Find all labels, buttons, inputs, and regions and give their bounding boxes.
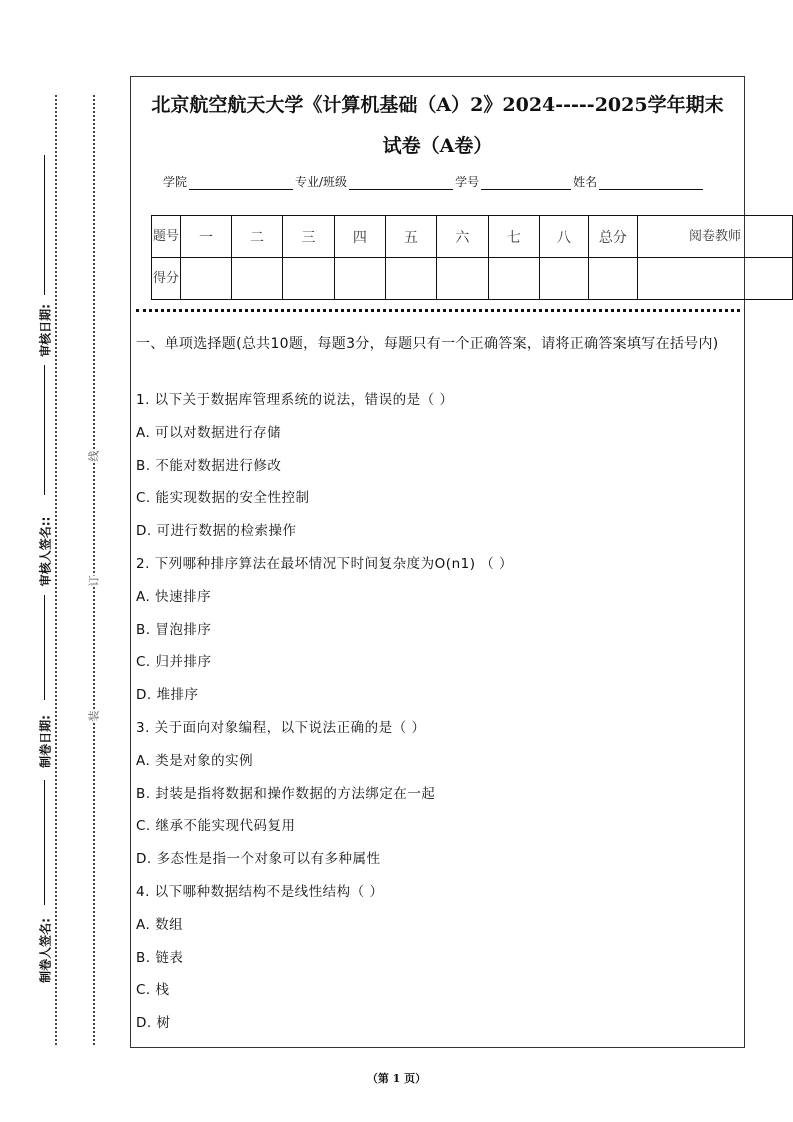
reviewer-signature-label: 审核人签名::: [38, 516, 53, 587]
table-header-cell: 五: [385, 216, 436, 258]
section-heading: 一、单项选择题(总共10题，每题3分，每题只有一个正确答案，请将正确答案填写在括号内): [136, 336, 719, 352]
table-header-cell: 四: [335, 216, 385, 258]
table-row: [152, 216, 793, 258]
score-cell[interactable]: [232, 258, 282, 300]
major-label: 专业/班级: [295, 175, 348, 189]
signature-underline: [44, 595, 45, 700]
score-cell[interactable]: [385, 258, 436, 300]
table-header-cell: 题号: [152, 216, 181, 258]
table-header-cell: 总分: [588, 216, 638, 258]
student-info: [163, 173, 705, 190]
answer-option: B. 封装是指将数据和操作数据的方法绑定在一起: [136, 785, 436, 802]
page-number: （第 1 页）: [366, 1072, 427, 1085]
student-id-label: 学号: [455, 175, 480, 189]
table-header-cell: 八: [540, 216, 589, 258]
name-field[interactable]: [599, 177, 703, 190]
score-cell[interactable]: [437, 258, 488, 300]
answer-option: A. 数组: [136, 916, 184, 933]
question-text: 3. 关于面向对象编程，以下说法正确的是（ ）: [136, 720, 426, 736]
question-text: 4. 以下哪种数据结构不是线性结构（ ）: [136, 884, 384, 900]
table-header-cell: 三: [282, 216, 334, 258]
table-row: [152, 258, 793, 300]
signature-underline: [44, 155, 45, 295]
table-header-cell: 二: [232, 216, 282, 258]
answer-option: C. 栈: [136, 982, 170, 999]
college-label: 学院: [163, 175, 188, 189]
score-cell[interactable]: [282, 258, 334, 300]
score-cell[interactable]: [638, 258, 793, 300]
binding-mark-bind: 订: [87, 575, 101, 587]
binding-dotted-line: [93, 95, 95, 1045]
separator-dots: [136, 309, 740, 312]
answer-option: B. 链表: [136, 949, 184, 966]
question-text: 1. 以下关于数据库管理系统的说法，错误的是（ ）: [136, 392, 454, 408]
answer-option: C. 归并排序: [136, 654, 212, 671]
exam-subtitle: 试卷（A卷）: [382, 135, 493, 157]
answer-option: C. 继承不能实现代码复用: [136, 818, 296, 835]
exam-title: 北京航空航天大学《计算机基础（A）2》2024-----2025学年期末: [151, 94, 724, 116]
score-cell[interactable]: [335, 258, 385, 300]
answer-option: A. 可以对数据进行存储: [136, 424, 282, 441]
table-header-cell: 一: [180, 216, 231, 258]
name-label: 姓名: [573, 175, 598, 189]
table-header-cell: 阅卷教师: [638, 216, 793, 258]
preparer-signature-label: 制卷人签名:: [38, 918, 53, 983]
signature-underline: [44, 780, 45, 905]
student-id-field[interactable]: [481, 177, 571, 190]
binding-mark-line: 线: [87, 450, 101, 462]
score-cell[interactable]: [488, 258, 539, 300]
score-cell[interactable]: [180, 258, 231, 300]
table-header-cell: 七: [488, 216, 539, 258]
answer-option: A. 类是对象的实例: [136, 752, 254, 769]
prepare-date-label: 制卷日期:: [38, 715, 53, 768]
signature-underline: [44, 365, 45, 495]
answer-option: D. 树: [136, 1015, 171, 1032]
answer-option: D. 堆排序: [136, 687, 199, 704]
score-cell[interactable]: [540, 258, 589, 300]
score-cell[interactable]: [588, 258, 638, 300]
answer-option: B. 冒泡排序: [136, 621, 212, 638]
table-row-label: 得分: [152, 258, 181, 300]
table-header-cell: 六: [437, 216, 488, 258]
answer-option: C. 能实现数据的安全性控制: [136, 490, 310, 507]
answer-option: B. 不能对数据进行修改: [136, 457, 282, 474]
answer-option: D. 可进行数据的检索操作: [136, 523, 297, 540]
score-table: [151, 215, 793, 300]
major-field[interactable]: [349, 177, 453, 190]
seal-dotted-line: [55, 95, 57, 1045]
question-text: 2. 下列哪种排序算法在最坏情况下时间复杂度为O(n1) （ ）: [136, 556, 514, 572]
answer-option: A. 快速排序: [136, 588, 212, 605]
binding-mark-mount: 装: [87, 710, 101, 722]
college-field[interactable]: [189, 177, 293, 190]
answer-option: D. 多态性是指一个对象可以有多种属性: [136, 851, 381, 868]
review-date-label: 审核日期:: [38, 304, 53, 357]
